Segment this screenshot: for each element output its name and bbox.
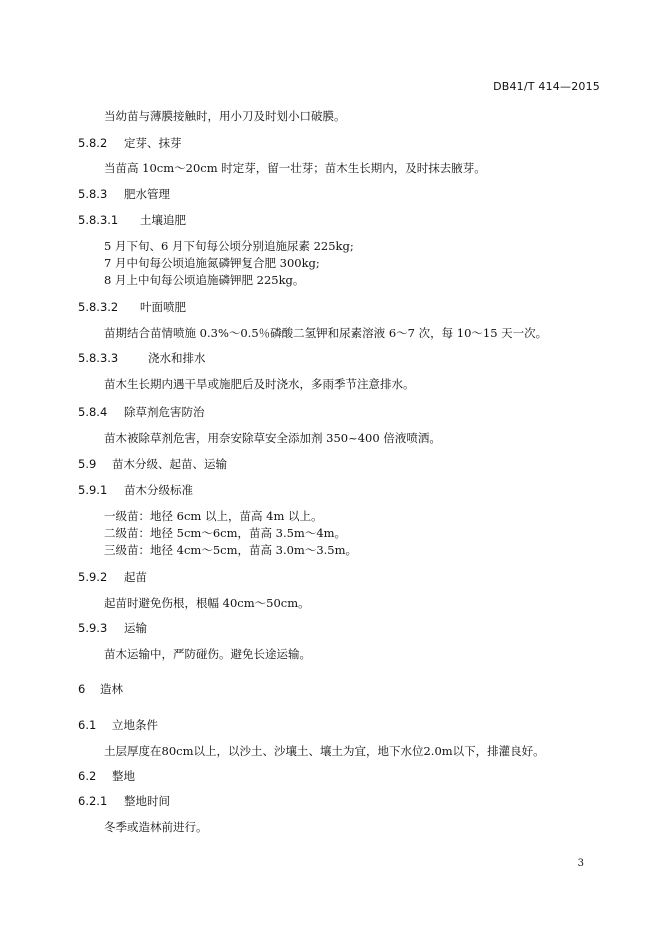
paragraph bbox=[104, 819, 208, 836]
section-heading bbox=[78, 404, 205, 420]
paragraph bbox=[104, 238, 354, 289]
section-heading bbox=[78, 768, 135, 784]
paragraph-line: 冬季或造林前进行。 bbox=[104, 820, 208, 834]
section-title: 整地时间 bbox=[124, 794, 170, 808]
paragraph bbox=[104, 508, 357, 559]
section-heading bbox=[78, 135, 182, 151]
section-number: 6.2 bbox=[78, 769, 97, 783]
paragraph-line: 苗期结合苗情喷施 0.3%～0.5％磷酸二氢钾和尿素溶液 6～7 次，每 10～15 天一次。 bbox=[104, 326, 548, 340]
section-heading bbox=[78, 186, 170, 202]
section-title: 定芽、抹芽 bbox=[124, 136, 182, 150]
section-number: 5.9 bbox=[78, 457, 97, 471]
paragraph-line: 三级苗：地径 4cm～5cm，苗高 3.0m～3.5m。 bbox=[104, 543, 358, 557]
section-title: 苗木分级标准 bbox=[124, 483, 193, 497]
section-heading bbox=[78, 620, 147, 636]
paragraph-line: 当幼苗与薄膜接触时，用小刀及时划小口破膜。 bbox=[104, 109, 346, 123]
paragraph-line: 二级苗：地径 5cm～6cm，苗高 3.5m～4m。 bbox=[104, 526, 347, 540]
section-heading bbox=[78, 482, 193, 498]
paragraph bbox=[104, 430, 441, 447]
section-number: 5.9.3 bbox=[78, 621, 108, 635]
section-heading bbox=[78, 793, 170, 809]
section-number: 5.8.2 bbox=[78, 136, 108, 150]
paragraph bbox=[104, 160, 486, 177]
section-heading bbox=[78, 212, 186, 228]
paragraph-line: 8 月上中旬每公顷追施磷钾肥 225kg。 bbox=[104, 273, 305, 287]
section-number: 5.9.2 bbox=[78, 570, 108, 584]
paragraph bbox=[104, 646, 311, 663]
paragraph-line: 一级苗：地径 6cm 以上，苗高 4m 以上。 bbox=[104, 509, 323, 523]
page-number: 3 bbox=[577, 858, 584, 869]
section-title: 起苗 bbox=[124, 570, 147, 584]
section-heading bbox=[78, 681, 123, 697]
paragraph-line: 5 月下旬、6 月下旬每公顷分别追施尿素 225kg; bbox=[104, 239, 354, 253]
section-number: 6.1 bbox=[78, 718, 97, 732]
paragraph bbox=[104, 325, 547, 342]
section-title: 土壤追肥 bbox=[140, 213, 186, 227]
paragraph bbox=[104, 595, 310, 612]
section-title: 立地条件 bbox=[112, 718, 158, 732]
paragraph bbox=[104, 108, 346, 125]
section-title: 浇水和排水 bbox=[148, 351, 206, 365]
paragraph-line: 当苗高 10cm～20cm 时定芽，留一壮芽；苗木生长期内，及时抹去腋芽。 bbox=[104, 161, 486, 175]
section-heading bbox=[78, 456, 227, 472]
section-number: 5.8.3.3 bbox=[78, 351, 119, 365]
section-title: 整地 bbox=[112, 769, 135, 783]
section-title: 肥水管理 bbox=[124, 187, 170, 201]
section-heading bbox=[78, 569, 147, 585]
section-number: 5.9.1 bbox=[78, 483, 108, 497]
section-number: 5.8.4 bbox=[78, 405, 108, 419]
paragraph bbox=[104, 376, 415, 393]
paragraph bbox=[104, 743, 545, 760]
paragraph-line: 7 月中旬每公顷追施氮磷钾复合肥 300kg; bbox=[104, 256, 320, 270]
section-title: 除草剂危害防治 bbox=[124, 405, 205, 419]
section-number: 5.8.3.2 bbox=[78, 300, 119, 314]
section-number: 6 bbox=[78, 682, 86, 696]
section-number: 5.8.3.1 bbox=[78, 213, 119, 227]
paragraph-line: 土层厚度在80cm以上，以沙土、沙壤土、壤土为宜，地下水位2.0m以下，排灌良好。 bbox=[104, 744, 545, 758]
section-number: 5.8.3 bbox=[78, 187, 108, 201]
section-title: 运输 bbox=[124, 621, 147, 635]
section-heading bbox=[78, 350, 206, 366]
paragraph-line: 苗木被除草剂危害，用奈安除草安全添加剂 350~400 倍液喷洒。 bbox=[104, 431, 441, 445]
section-title: 造林 bbox=[100, 682, 123, 696]
section-title: 叶面喷肥 bbox=[140, 300, 186, 314]
paragraph-line: 苗木运输中，严防碰伤。避免长途运输。 bbox=[104, 647, 311, 661]
standard-code-header: DB41/T 414—2015 bbox=[493, 80, 600, 93]
section-number: 6.2.1 bbox=[78, 794, 108, 808]
paragraph-line: 起苗时避免伤根，根幅 40cm～50cm。 bbox=[104, 596, 310, 610]
section-heading bbox=[78, 717, 158, 733]
section-title: 苗木分级、起苗、运输 bbox=[112, 457, 227, 471]
section-heading bbox=[78, 299, 186, 315]
paragraph-line: 苗木生长期内遇干旱或施肥后及时浇水，多雨季节注意排水。 bbox=[104, 377, 415, 391]
